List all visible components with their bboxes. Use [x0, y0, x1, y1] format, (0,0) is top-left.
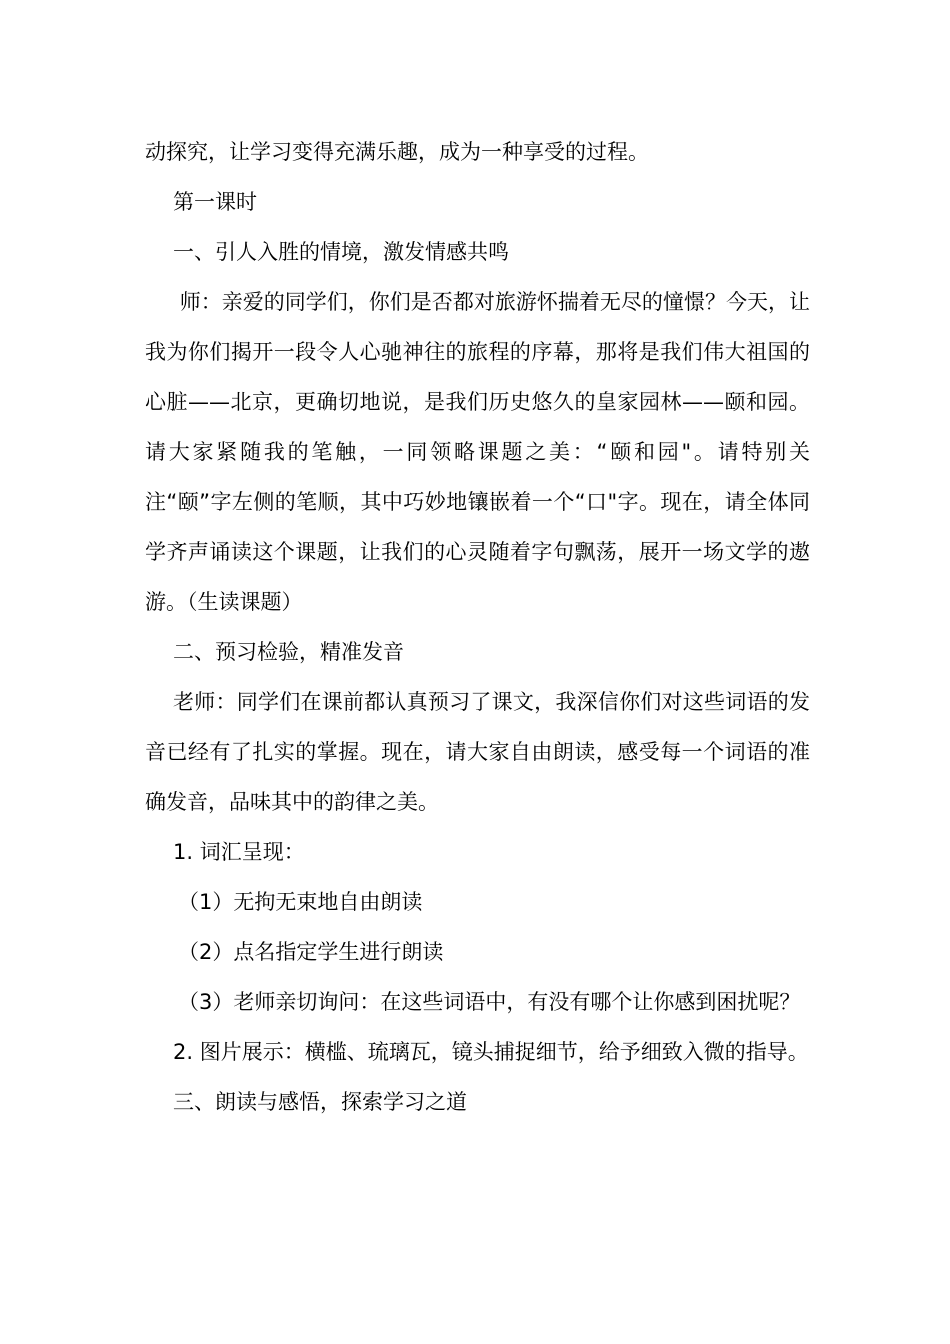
lesson-heading: 第一课时 — [173, 190, 257, 214]
list-item-images: 2. 图片展示：横槛、琉璃瓦，镜头捕捉细节，给予细致入微的指导。 — [173, 1040, 809, 1064]
sub-item-2: （2）点名指定学生进行朗读 — [178, 940, 444, 964]
section-heading-1: 一、引人入胜的情境，激发情感共鸣 — [173, 240, 509, 264]
paragraph-intro-continuation: 动探究，让学习变得充满乐趣，成为一种享受的过程。 — [145, 140, 649, 164]
teacher-speech-paragraph: 师：亲爱的同学们，你们是否都对旅游怀揣着无尽的憧憬？今天，让我为你们揭开一段令人心驰神往的旅程的序幕，那将是我们伟大祖国的心脏——北京，更确切地说，是我们历史悠久的皇家园林——颐和园。请大家紧随我的笔触，一同领略课题之美：“颐和园"。请特别关注“颐”字左侧的笔顺，其中巧妙地镶嵌着一个“口"字。现在，请全体同学齐声诵读这个课题，让我们的心灵随着字句飘荡，展开一场文学的遨游。（生读课题） — [145, 290, 810, 614]
section-heading-3: 三、朗读与感悟，探索学习之道 — [173, 1090, 467, 1114]
document-page — [145, 127, 810, 1127]
section-heading-2: 二、预习检验，精准发音 — [173, 640, 404, 664]
teacher-preview-paragraph: 老师：同学们在课前都认真预习了课文，我深信你们对这些词语的发音已经有了扎实的掌握。现在，请大家自由朗读，感受每一个词语的准确发音，品味其中的韵律之美。 — [145, 690, 810, 814]
sub-item-3: （3）老师亲切询问：在这些词语中，有没有哪个让你感到困扰呢？ — [178, 990, 801, 1014]
sub-item-1: （1）无拘无束地自由朗读 — [178, 890, 423, 914]
list-item-vocabulary: 1. 词汇呈现： — [173, 840, 305, 864]
